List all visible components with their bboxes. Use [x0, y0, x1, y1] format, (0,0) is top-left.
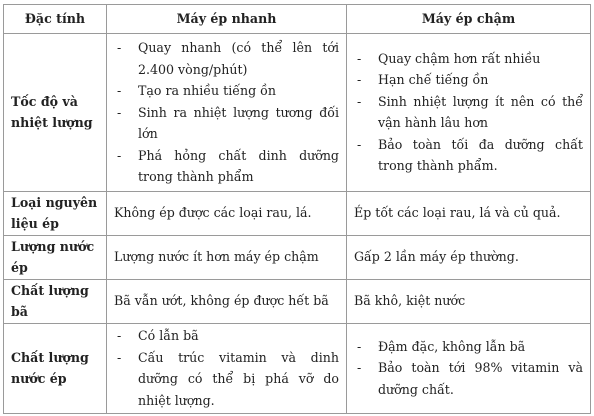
- list-item: - Tạo ra nhiều tiếng ồn: [114, 80, 339, 102]
- fast-juicer-cell: Không ép được các loại rau, lá.: [107, 191, 347, 235]
- fast-juicer-cell: [107, 34, 347, 192]
- row-label: Lượng nước ép: [4, 235, 107, 279]
- list-item: - Cấu trúc vitamin và dinh dưỡng có thể bị phá vỡ do nhiệt lượng.: [114, 347, 339, 412]
- bullet-list: [114, 325, 339, 411]
- row-label: Chất lượng bã: [4, 279, 107, 323]
- slow-juicer-cell: [347, 34, 591, 192]
- list-item: - Đậm đặc, không lẫn bã: [354, 336, 583, 358]
- header-row: [4, 5, 591, 34]
- list-item: - Bảo toàn tới 98% vitamin và dưỡng chất.: [354, 357, 583, 400]
- row-juice-quality: [4, 323, 591, 413]
- fast-juicer-cell: Bã vẫn ướt, không ép được hết bã: [107, 279, 347, 323]
- list-item: - Hạn chế tiếng ồn: [354, 69, 583, 91]
- juicer-comparison-table: [3, 4, 591, 414]
- header-slow-juicer: Máy ép chậm: [347, 5, 591, 34]
- bullet-list: [354, 48, 583, 177]
- row-speed-heat: [4, 34, 591, 192]
- row-label: Tốc độ và nhiệt lượng: [4, 34, 107, 192]
- row-label: Loại nguyên liệu ép: [4, 191, 107, 235]
- row-juice-amount: [4, 235, 591, 279]
- list-item: - Sinh ra nhiệt lượng tương đối lớn: [114, 102, 339, 145]
- list-item: - Phá hỏng chất dinh dưỡng trong thành phẩm: [114, 145, 339, 188]
- list-item: - Có lẫn bã: [114, 325, 339, 347]
- list-item: - Sinh nhiệt lượng ít nên có thể vận hành lâu hơn: [354, 91, 583, 134]
- row-pulp-quality: [4, 279, 591, 323]
- slow-juicer-cell: [347, 323, 591, 413]
- list-item: - Bảo toàn tối đa dưỡng chất trong thành phẩm.: [354, 134, 583, 177]
- fast-juicer-cell: [107, 323, 347, 413]
- list-item: - Quay chậm hơn rất nhiều: [354, 48, 583, 70]
- bullet-list: [354, 336, 583, 401]
- list-item: - Quay nhanh (có thể lên tới 2.400 vòng/phút): [114, 37, 339, 80]
- header-feature: Đặc tính: [4, 5, 107, 34]
- slow-juicer-cell: Gấp 2 lần máy ép thường.: [347, 235, 591, 279]
- comparison-table-wrapper: [3, 4, 591, 414]
- row-ingredient-type: [4, 191, 591, 235]
- fast-juicer-cell: Lượng nước ít hơn máy ép chậm: [107, 235, 347, 279]
- bullet-list: [114, 37, 339, 188]
- row-label: Chất lượng nước ép: [4, 323, 107, 413]
- slow-juicer-cell: Ép tốt các loại rau, lá và củ quả.: [347, 191, 591, 235]
- header-fast-juicer: Máy ép nhanh: [107, 5, 347, 34]
- slow-juicer-cell: Bã khô, kiệt nước: [347, 279, 591, 323]
